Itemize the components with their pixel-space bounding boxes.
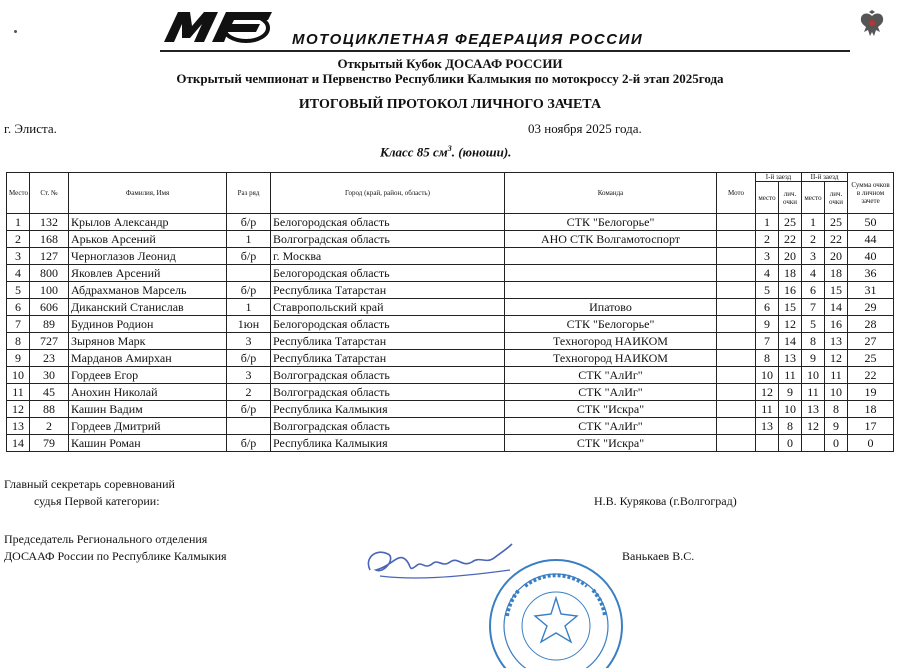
cell-rank: 3 — [227, 333, 271, 350]
cell-rank: 2 — [227, 384, 271, 401]
cell-city: Белогородская область — [271, 316, 505, 333]
cell-moto — [717, 333, 756, 350]
cell-rank: б/р — [227, 401, 271, 418]
cell-rank: 1юн — [227, 316, 271, 333]
secretary-name: Н.В. Курякова (г.Волгоград) — [594, 494, 737, 508]
cell-moto — [717, 248, 756, 265]
cell-city: Республика Татарстан — [271, 350, 505, 367]
header-race1-pts: лич. очки — [779, 182, 802, 214]
cell-team: Техногород НАИКОМ — [505, 350, 717, 367]
cell-sum: 31 — [848, 282, 894, 299]
table-row — [7, 231, 894, 248]
cell-name: Марданов Амирхан — [69, 350, 227, 367]
cell-r2p: 11 — [802, 384, 825, 401]
cell-city: Волгоградская область — [271, 384, 505, 401]
cell-city: Республика Калмыкия — [271, 401, 505, 418]
cell-r1s: 25 — [779, 214, 802, 231]
cell-num: 23 — [30, 350, 69, 367]
cell-r1p: 9 — [756, 316, 779, 333]
cell-r2s: 14 — [825, 299, 848, 316]
cell-r1s: 8 — [779, 418, 802, 435]
cell-r2s: 18 — [825, 265, 848, 282]
cell-moto — [717, 282, 756, 299]
cell-moto — [717, 435, 756, 452]
cell-r2p: 9 — [802, 350, 825, 367]
table-row — [7, 350, 894, 367]
cell-r1s: 0 — [779, 435, 802, 452]
cell-place: 12 — [7, 401, 30, 418]
cell-r1p — [756, 435, 779, 452]
cell-sum: 18 — [848, 401, 894, 418]
cell-name: Зырянов Марк — [69, 333, 227, 350]
cell-num: 606 — [30, 299, 69, 316]
cell-city: Ставропольский край — [271, 299, 505, 316]
cell-r2p: 5 — [802, 316, 825, 333]
cell-rank: 3 — [227, 367, 271, 384]
class-name: Класс 85 см — [380, 144, 448, 160]
cell-num: 800 — [30, 265, 69, 282]
cell-city: Республика Калмыкия — [271, 435, 505, 452]
cell-r1s: 14 — [779, 333, 802, 350]
cell-r1p: 7 — [756, 333, 779, 350]
cell-r2p: 1 — [802, 214, 825, 231]
cell-r1p: 12 — [756, 384, 779, 401]
cell-name: Гордеев Дмитрий — [69, 418, 227, 435]
cell-rank: б/р — [227, 350, 271, 367]
cell-num: 45 — [30, 384, 69, 401]
cell-num: 79 — [30, 435, 69, 452]
cell-place: 11 — [7, 384, 30, 401]
table-row — [7, 282, 894, 299]
cell-r2s: 15 — [825, 282, 848, 299]
cell-num: 88 — [30, 401, 69, 418]
chair-title: Председатель Регионального отделения — [4, 532, 208, 546]
cell-r1s: 11 — [779, 367, 802, 384]
round-seal-stamp — [485, 556, 627, 668]
cell-name: Диканский Станислав — [69, 299, 227, 316]
cell-r1s: 10 — [779, 401, 802, 418]
cell-place: 4 — [7, 265, 30, 282]
table-row — [7, 265, 894, 282]
cell-rank: б/р — [227, 214, 271, 231]
cell-place: 2 — [7, 231, 30, 248]
cell-place: 9 — [7, 350, 30, 367]
cell-city: Волгоградская область — [271, 231, 505, 248]
table-row — [7, 435, 894, 452]
cell-r2p: 12 — [802, 418, 825, 435]
cell-moto — [717, 265, 756, 282]
chair-name: Ванькаев В.С. — [622, 549, 695, 563]
header-sum: Сумма очков в личном зачете — [848, 173, 894, 214]
cell-city: Волгоградская область — [271, 418, 505, 435]
cell-r1p: 10 — [756, 367, 779, 384]
cell-r2s: 11 — [825, 367, 848, 384]
cell-r1p: 11 — [756, 401, 779, 418]
cell-name: Абдрахманов Марсель — [69, 282, 227, 299]
cell-num: 2 — [30, 418, 69, 435]
header-number: Ст. № — [30, 173, 69, 214]
cell-team: СТК "АлИг" — [505, 367, 717, 384]
cell-r2s: 12 — [825, 350, 848, 367]
header-race1: I-й заезд — [756, 173, 802, 182]
cell-r2p: 13 — [802, 401, 825, 418]
cell-team: СТК "Искра" — [505, 401, 717, 418]
cell-r1p: 8 — [756, 350, 779, 367]
table-row — [7, 316, 894, 333]
venue-city: г. Элиста. — [4, 121, 57, 136]
cell-name: Черноглазов Леонид — [69, 248, 227, 265]
cell-team — [505, 282, 717, 299]
cell-num: 132 — [30, 214, 69, 231]
cell-city: Республика Татарстан — [271, 333, 505, 350]
cell-moto — [717, 367, 756, 384]
protocol-title: ИТОГОВЫЙ ПРОТОКОЛ ЛИЧНОГО ЗАЧЕТА — [298, 97, 602, 112]
cell-sum: 50 — [848, 214, 894, 231]
header-name: Фамилия, Имя — [69, 173, 227, 214]
cell-r1p: 4 — [756, 265, 779, 282]
header-race2: II-й заезд — [802, 173, 848, 182]
header-race2-pts: лич. очки — [825, 182, 848, 214]
cell-r2s: 8 — [825, 401, 848, 418]
header-moto: Мото — [717, 173, 756, 214]
double-headed-eagle-icon — [858, 10, 886, 40]
championship-title: Открытый чемпионат и Первенство Республики Калмыкия по мотокроссу 2-й этап 2025года — [176, 71, 724, 86]
cell-sum: 25 — [848, 350, 894, 367]
cell-r2s: 25 — [825, 214, 848, 231]
cell-name: Кашин Вадим — [69, 401, 227, 418]
cell-team: СТК "Белогорье" — [505, 214, 717, 231]
cell-sum: 36 — [848, 265, 894, 282]
cell-num: 100 — [30, 282, 69, 299]
cell-sum: 28 — [848, 316, 894, 333]
header-place: Место — [7, 173, 30, 214]
cell-r1p: 2 — [756, 231, 779, 248]
cell-r1s: 22 — [779, 231, 802, 248]
cell-r2s: 20 — [825, 248, 848, 265]
cell-r1p: 13 — [756, 418, 779, 435]
cell-moto — [717, 401, 756, 418]
cell-team: СТК "Искра" — [505, 435, 717, 452]
cell-team: Ипатово — [505, 299, 717, 316]
cell-team: СТК "Белогорье" — [505, 316, 717, 333]
cell-rank: б/р — [227, 282, 271, 299]
cell-city: Республика Татарстан — [271, 282, 505, 299]
cell-r2p: 4 — [802, 265, 825, 282]
cell-name: Анохин Николай — [69, 384, 227, 401]
cell-r1s: 18 — [779, 265, 802, 282]
cell-city: Белогородская область — [271, 214, 505, 231]
secretary-category: судья Первой категории: — [34, 494, 160, 508]
cell-place: 1 — [7, 214, 30, 231]
cell-num: 168 — [30, 231, 69, 248]
table-row — [7, 299, 894, 316]
cell-place: 14 — [7, 435, 30, 452]
cell-moto — [717, 299, 756, 316]
cell-r2p: 6 — [802, 282, 825, 299]
cell-place: 10 — [7, 367, 30, 384]
cell-r2p: 7 — [802, 299, 825, 316]
cell-moto — [717, 384, 756, 401]
cell-moto — [717, 350, 756, 367]
header-rank: Раз ряд — [227, 173, 271, 214]
results-table — [6, 172, 894, 452]
cell-num: 127 — [30, 248, 69, 265]
cell-moto — [717, 214, 756, 231]
cell-place: 6 — [7, 299, 30, 316]
cell-team — [505, 265, 717, 282]
cell-moto — [717, 231, 756, 248]
table-row — [7, 401, 894, 418]
cell-rank: б/р — [227, 435, 271, 452]
cell-moto — [717, 316, 756, 333]
cell-r1s: 12 — [779, 316, 802, 333]
table-row — [7, 214, 894, 231]
cell-moto — [717, 418, 756, 435]
cell-team: АНО СТК Волгамотоспорт — [505, 231, 717, 248]
cell-name: Крылов Александр — [69, 214, 227, 231]
cell-place: 3 — [7, 248, 30, 265]
header-city: Город (край, район, область) — [271, 173, 505, 214]
cell-num: 727 — [30, 333, 69, 350]
cell-rank: 1 — [227, 231, 271, 248]
cell-rank: б/р — [227, 248, 271, 265]
cell-name: Будинов Родион — [69, 316, 227, 333]
cell-r2s: 16 — [825, 316, 848, 333]
cell-r1p: 6 — [756, 299, 779, 316]
cell-sum: 22 — [848, 367, 894, 384]
cell-num: 30 — [30, 367, 69, 384]
cell-name: Арьков Арсений — [69, 231, 227, 248]
cell-r1s: 13 — [779, 350, 802, 367]
header-team: Команда — [505, 173, 717, 214]
cell-city: Волгоградская область — [271, 367, 505, 384]
cell-sum: 40 — [848, 248, 894, 265]
cell-place: 8 — [7, 333, 30, 350]
cell-team — [505, 248, 717, 265]
mf-logo-icon — [160, 8, 278, 46]
cell-rank — [227, 265, 271, 282]
cell-r2p: 2 — [802, 231, 825, 248]
cell-sum: 17 — [848, 418, 894, 435]
scan-dot — [14, 30, 17, 33]
cell-sum: 27 — [848, 333, 894, 350]
cell-r1s: 15 — [779, 299, 802, 316]
cell-r2p: 10 — [802, 367, 825, 384]
cell-r2p: 3 — [802, 248, 825, 265]
cell-city: Белогородская область — [271, 265, 505, 282]
cell-r2p — [802, 435, 825, 452]
table-row — [7, 384, 894, 401]
federation-name: МОТОЦИКЛЕТНАЯ ФЕДЕРАЦИЯ РОССИИ — [292, 31, 644, 48]
header-race2-pos: место — [802, 182, 825, 214]
class-sup: 3 — [447, 144, 452, 153]
cell-r2s: 10 — [825, 384, 848, 401]
class-label — [380, 144, 511, 160]
cell-name: Яковлев Арсений — [69, 265, 227, 282]
cell-place: 7 — [7, 316, 30, 333]
cell-r1p: 1 — [756, 214, 779, 231]
cell-sum: 19 — [848, 384, 894, 401]
table-row — [7, 333, 894, 350]
cell-city: г. Москва — [271, 248, 505, 265]
cell-team: СТК "АлИг" — [505, 418, 717, 435]
cell-r2s: 9 — [825, 418, 848, 435]
cell-team: СТК "АлИг" — [505, 384, 717, 401]
cell-rank — [227, 418, 271, 435]
cell-r2s: 22 — [825, 231, 848, 248]
header-rule — [160, 50, 850, 52]
cell-num: 89 — [30, 316, 69, 333]
cell-team: Техногород НАИКОМ — [505, 333, 717, 350]
event-date: 03 ноября 2025 года. — [528, 121, 642, 136]
cell-r2s: 0 — [825, 435, 848, 452]
cell-r2s: 13 — [825, 333, 848, 350]
cell-name: Кашин Роман — [69, 435, 227, 452]
cup-title: Открытый Кубок ДОСААФ РОССИИ — [337, 56, 563, 71]
cell-name: Гордеев Егор — [69, 367, 227, 384]
cell-sum: 44 — [848, 231, 894, 248]
table-row — [7, 248, 894, 265]
cell-r2p: 8 — [802, 333, 825, 350]
chair-organization: ДОСААФ России по Республике Калмыкия — [4, 549, 227, 563]
cell-rank: 1 — [227, 299, 271, 316]
cell-place: 13 — [7, 418, 30, 435]
cell-sum: 29 — [848, 299, 894, 316]
header-race1-pos: место — [756, 182, 779, 214]
cell-sum: 0 — [848, 435, 894, 452]
cell-r1p: 3 — [756, 248, 779, 265]
cell-r1s: 9 — [779, 384, 802, 401]
cell-r1p: 5 — [756, 282, 779, 299]
secretary-title: Главный секретарь соревнований — [4, 477, 175, 491]
table-row — [7, 418, 894, 435]
table-row — [7, 367, 894, 384]
class-suffix: . (юноши). — [451, 144, 512, 160]
cell-r1s: 16 — [779, 282, 802, 299]
cell-r1s: 20 — [779, 248, 802, 265]
cell-place: 5 — [7, 282, 30, 299]
